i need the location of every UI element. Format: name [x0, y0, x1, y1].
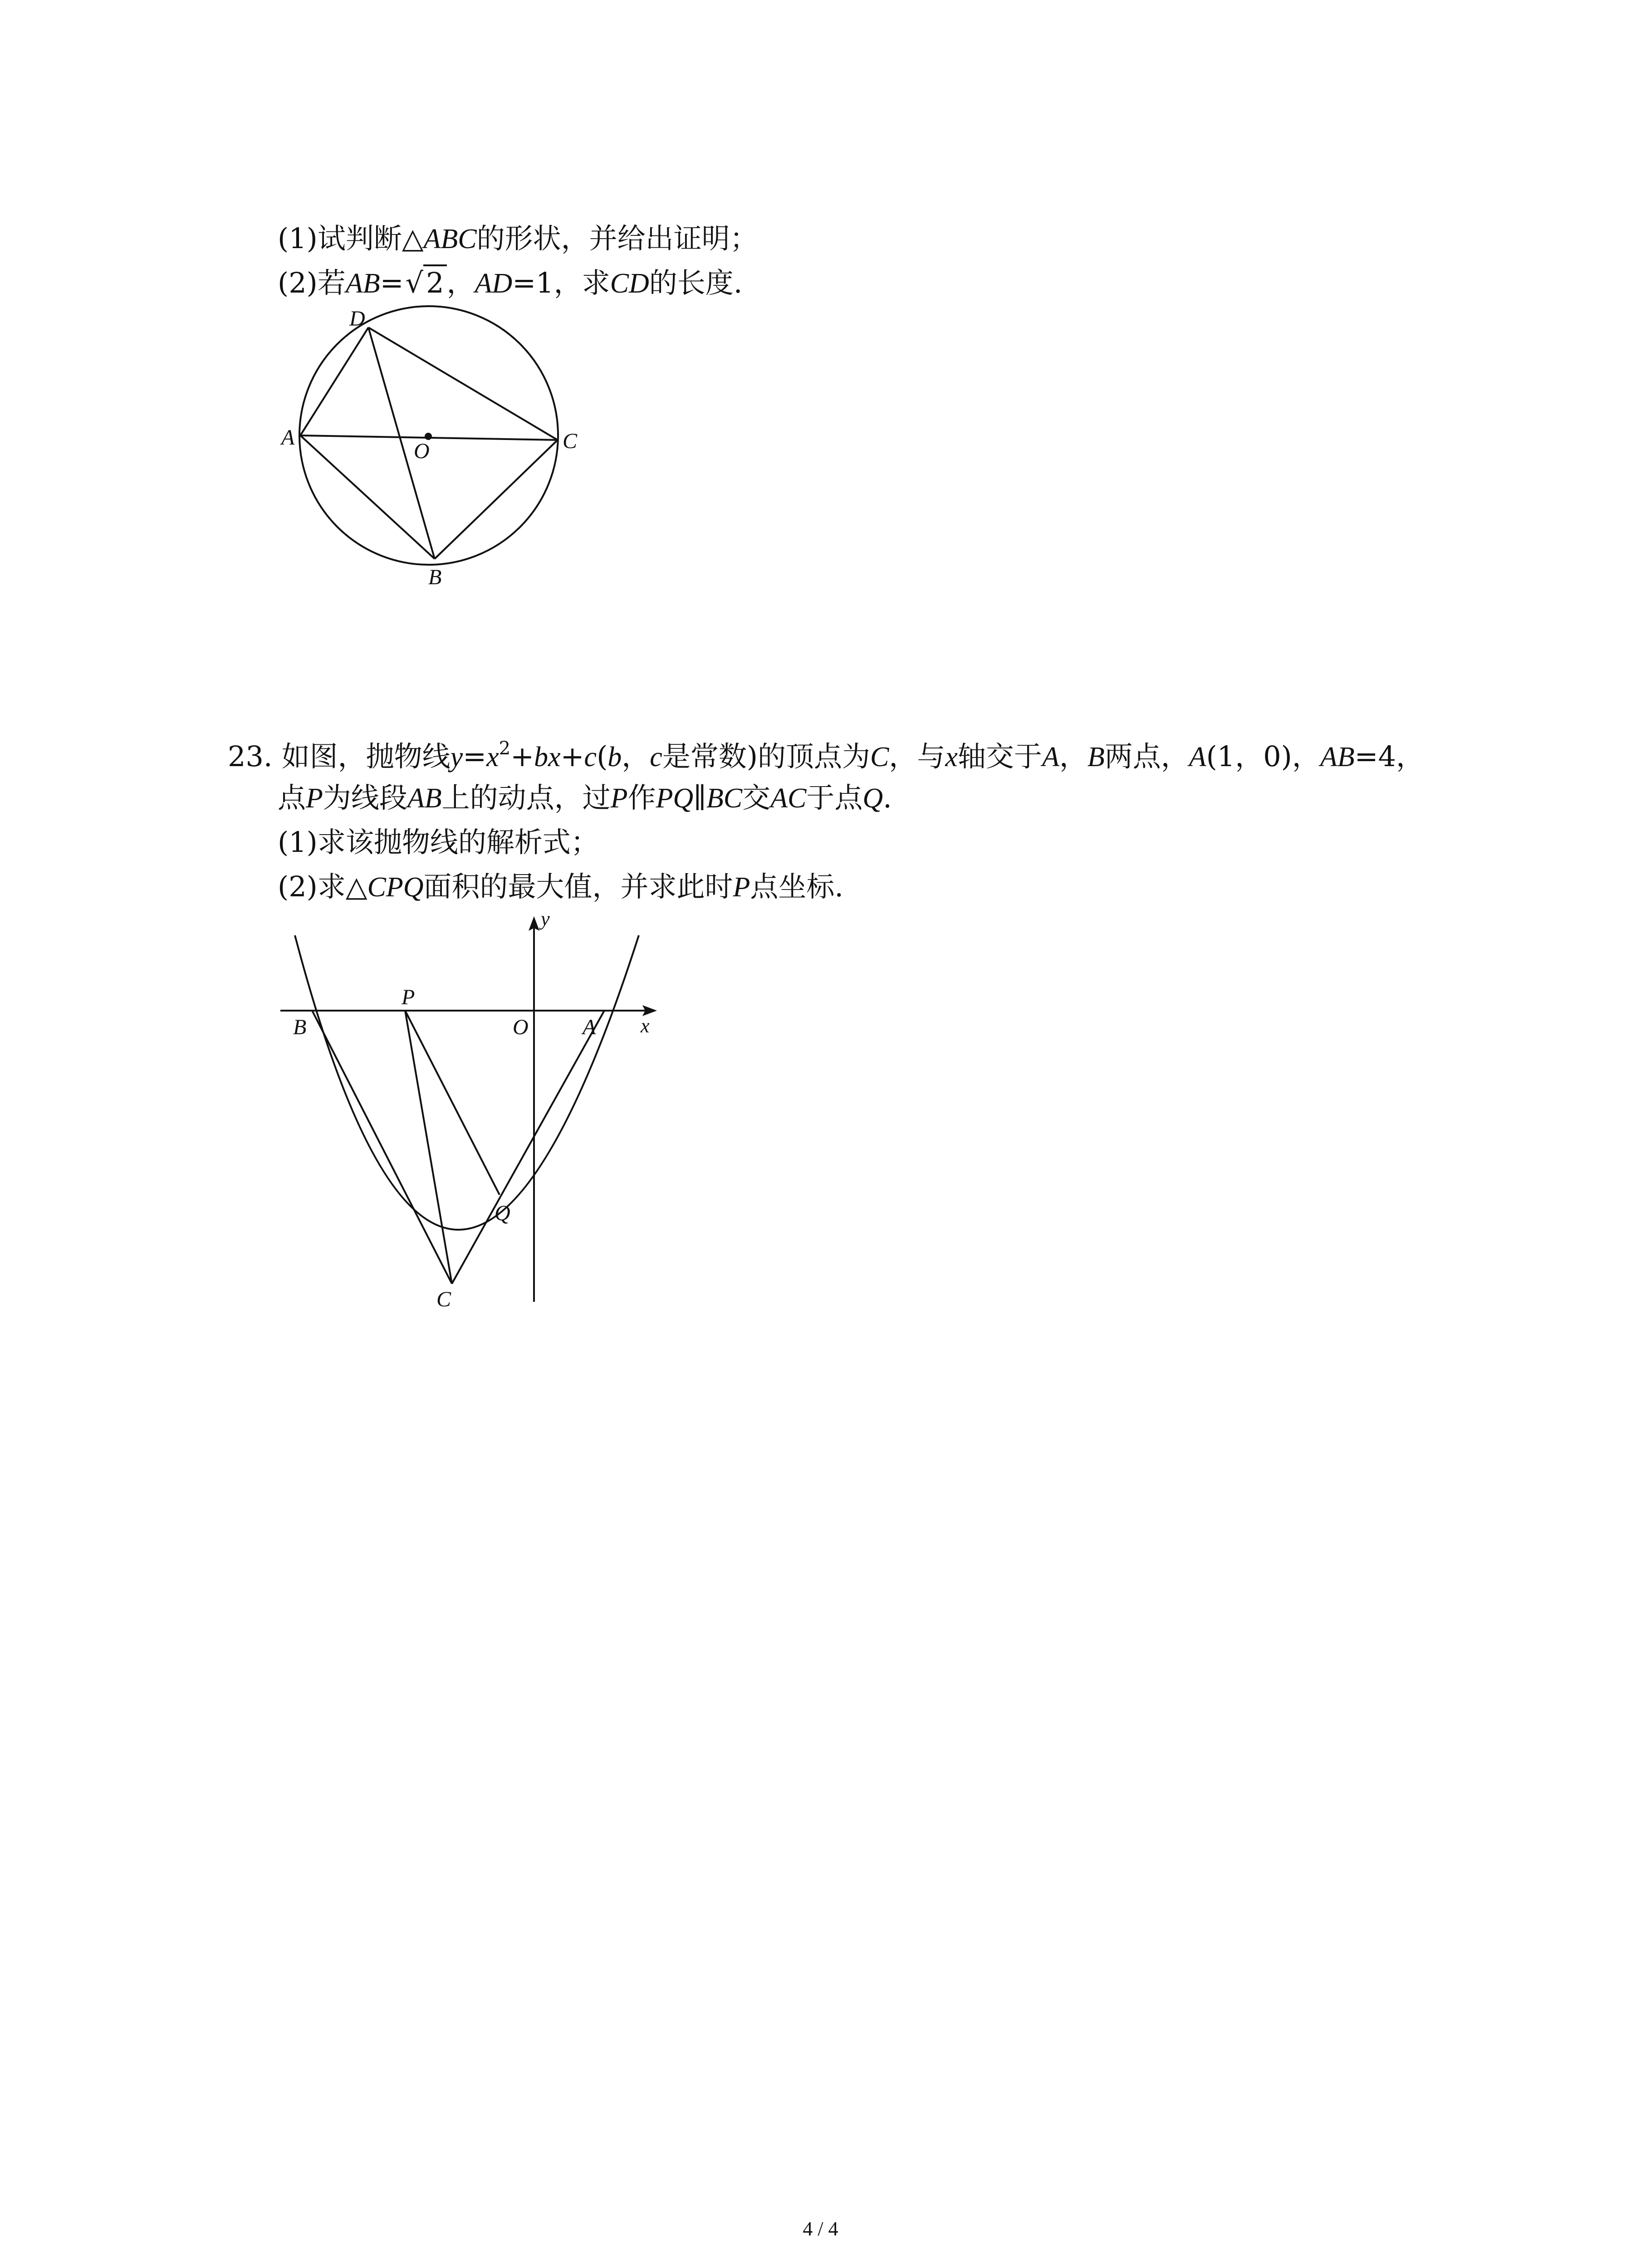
label-q: Q — [495, 1201, 510, 1225]
q22-part1: (1)试判断△ABC的形状，并给出证明； — [278, 222, 758, 255]
label-c: C — [563, 429, 578, 453]
segment-bc — [435, 440, 558, 559]
q22-part2: (2)若AB=√2，AD=1，求CD的长度. — [278, 269, 742, 298]
label-c: C — [436, 1287, 451, 1311]
label-b: B — [428, 565, 442, 589]
label-b: B — [293, 1015, 307, 1039]
segment-pc — [405, 1011, 452, 1284]
q23-parabola-figure — [272, 903, 681, 1315]
label-a: A — [281, 425, 295, 450]
label-y: y — [541, 908, 550, 930]
segment-bc — [312, 1011, 452, 1284]
label-a: A — [583, 1015, 596, 1039]
parabola-curve — [295, 935, 639, 1230]
label-p: P — [402, 985, 415, 1009]
q23-line2: 点P为线段AB上的动点，过P作PQ∥BC交AC于点Q. — [278, 781, 892, 814]
page-number: 4 / 4 — [803, 2218, 838, 2240]
label-o: O — [513, 1015, 529, 1039]
segment-pq — [405, 1011, 500, 1195]
sqrt-symbol: √2 — [404, 269, 447, 297]
label-d: D — [349, 307, 365, 331]
label-o: O — [414, 439, 430, 463]
label-x: x — [641, 1015, 650, 1037]
q23-part2: (2)求△CPQ面积的最大值，并求此时P点坐标. — [278, 870, 844, 903]
q23-part1: (1)求该抛物线的解析式； — [278, 826, 599, 859]
q22-circle-figure — [268, 299, 585, 599]
segment-dc — [368, 327, 558, 440]
q23-line1: 23. 如图，抛物线$y=x^2+bx+c(b$，c是常数)的顶点为C，与x轴交于A，B两点，A(1，0)，AB=4， — [228, 738, 1425, 773]
